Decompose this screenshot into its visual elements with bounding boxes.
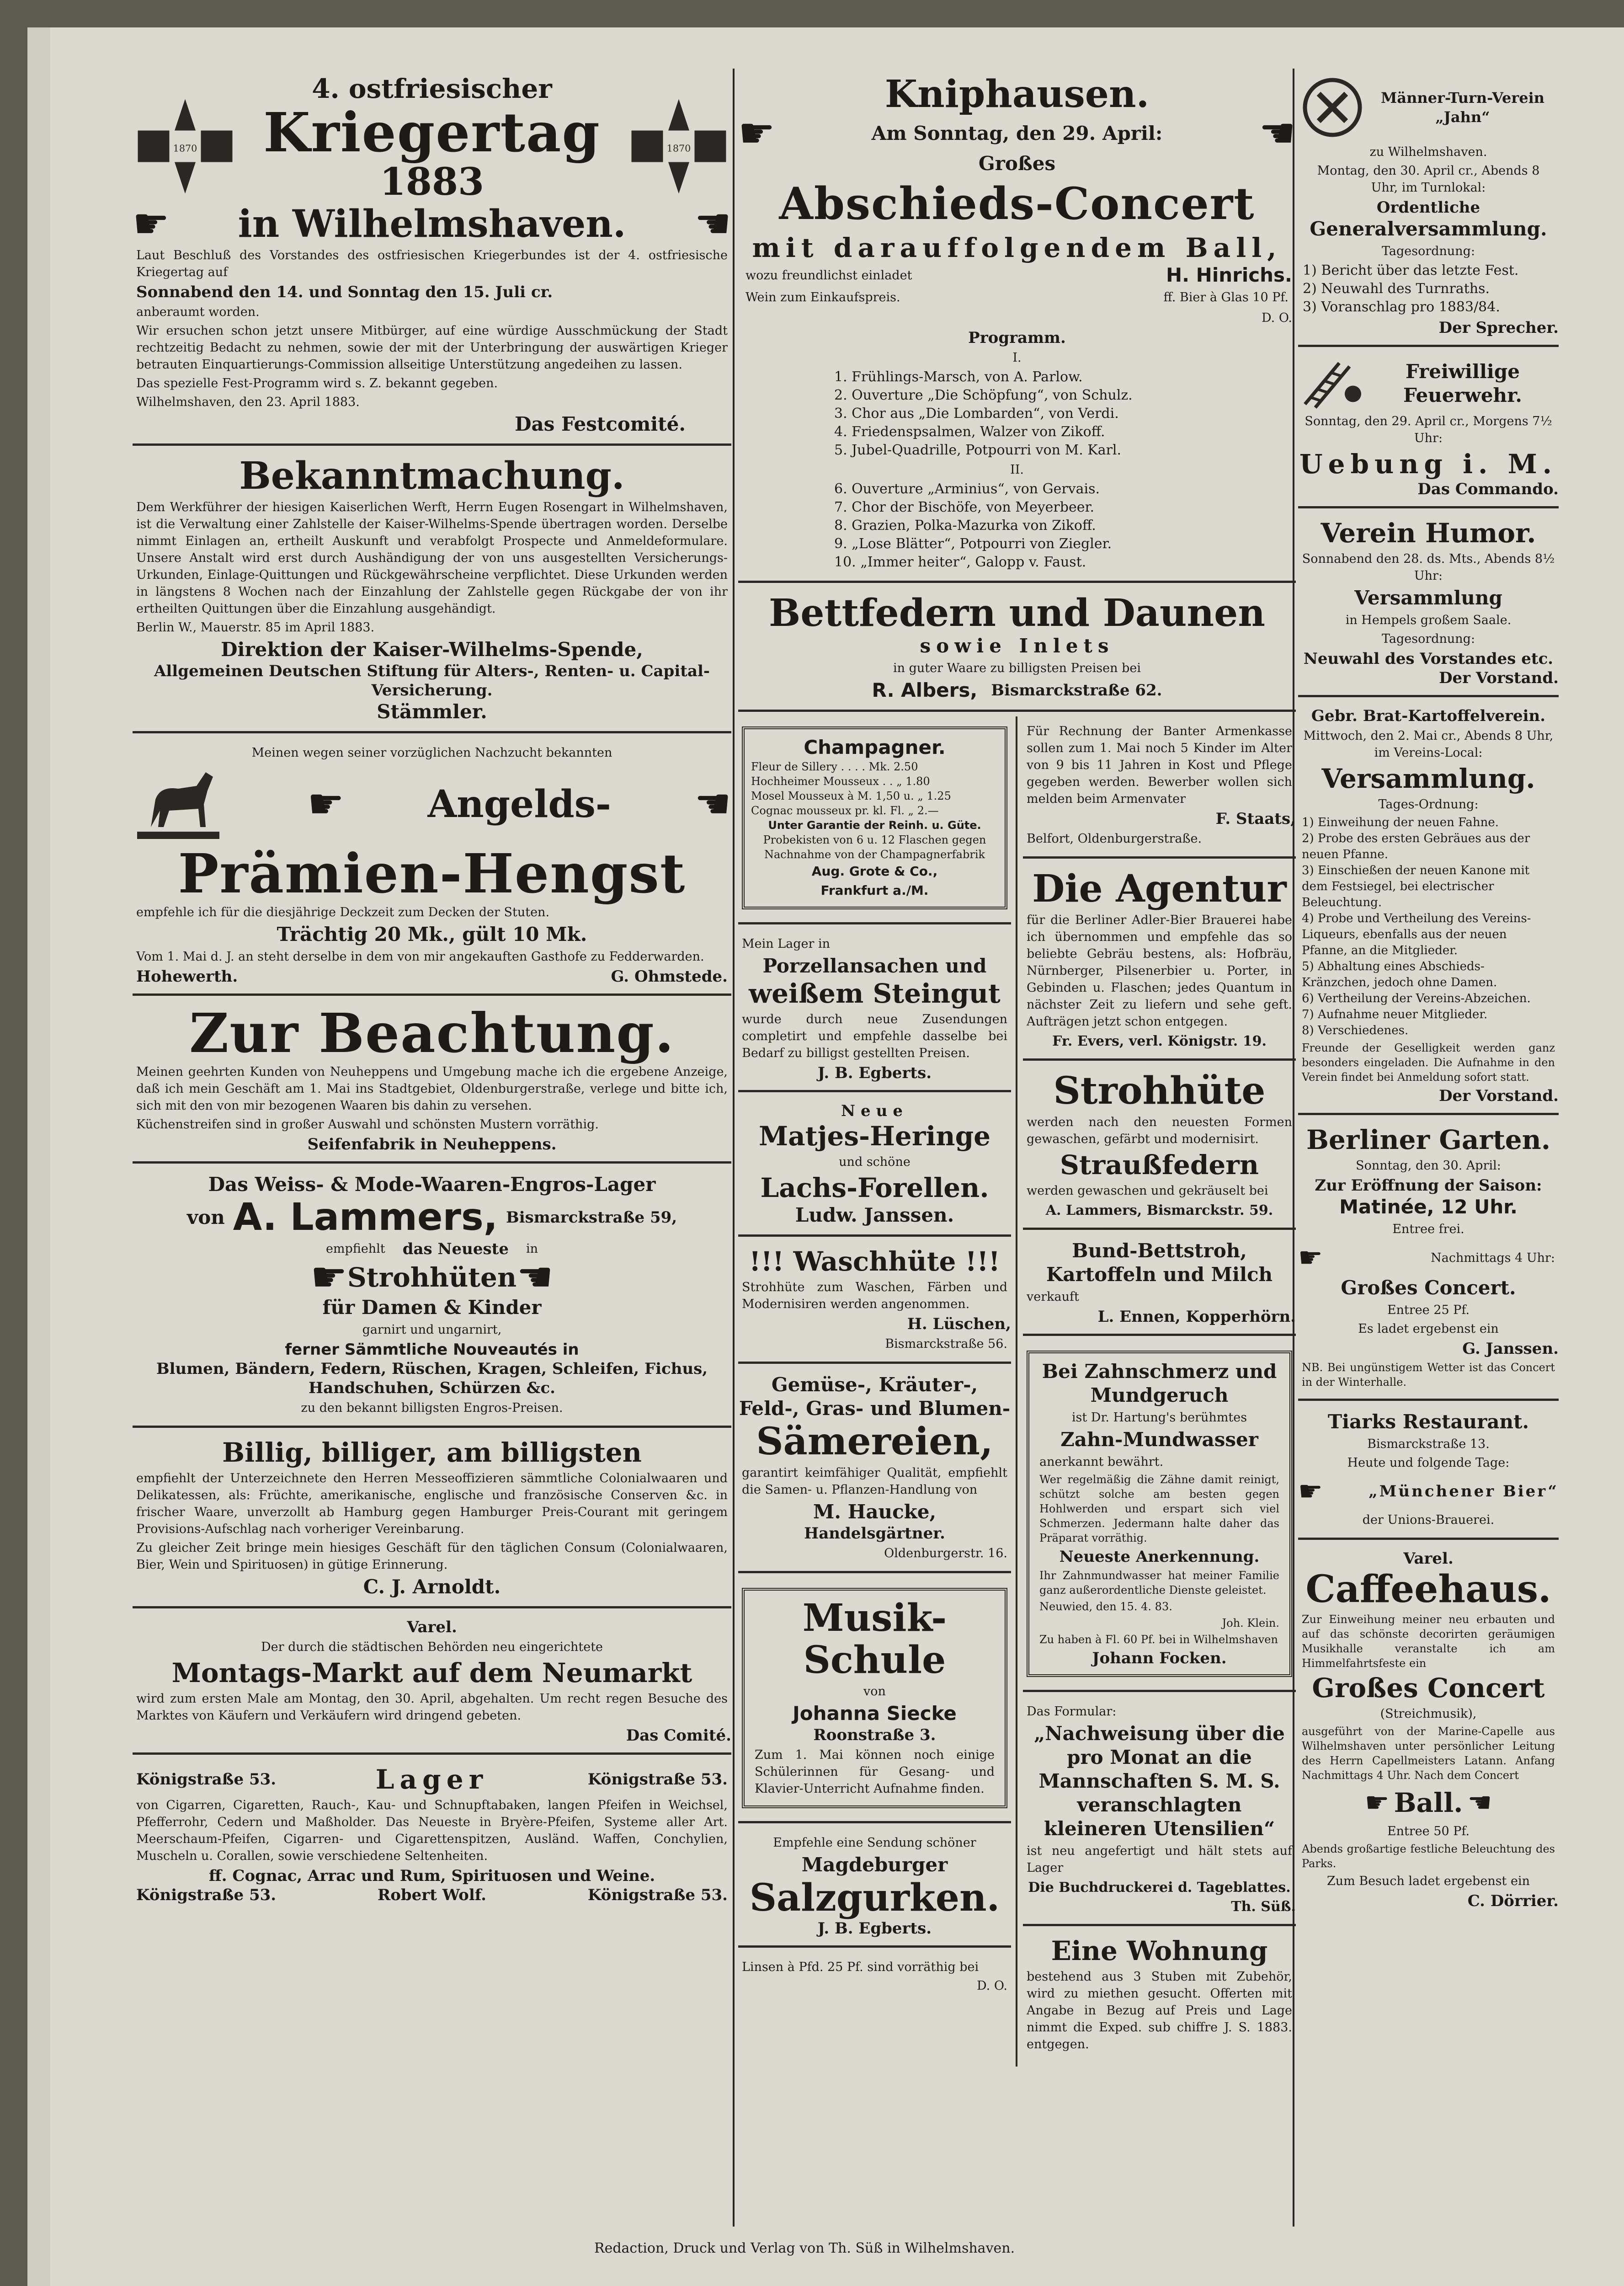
gemuese-role: Handelsgärtner. [804, 1524, 945, 1543]
lager-street: Königstraße 53. [587, 1886, 728, 1904]
kniphausen-invite: wozu freundlichst einladet [745, 268, 912, 283]
turnverein-title: Männer-Turn-Verein „Jahn“ [1381, 89, 1544, 126]
salzgurken-title-2: Salzgurken. [749, 1876, 1000, 1920]
lammers-line-4: für Damen & Kinder [322, 1296, 542, 1319]
gemuese-body: garantirt keimfähiger Qualität, empfiehlt die Samen- u. Pflanzen-Handlung von [742, 1466, 1007, 1497]
porzellan-title-1: Porzellansachen und [762, 955, 987, 977]
ad-armenkasse [1023, 716, 1296, 859]
formular-title: „Nachweisung über die pro Monat an die Mannschaften S. M. S. veranschlagten kleineren Utensilien“ [1034, 1722, 1285, 1840]
pointing-hand-right-icon: ☛ [1364, 1787, 1390, 1819]
ad-porzellan [738, 929, 1011, 1092]
agentur-sign: Fr. Evers, verl. Königstr. 19. [1052, 1033, 1267, 1049]
matjes-sign: Ludw. Janssen. [795, 1204, 954, 1226]
berliner-title-2: Matinée, 12 Uhr. [1339, 1196, 1518, 1218]
kriegertag-sign: Das Festcomité. [515, 413, 686, 435]
agenda-item: 6) Vertheilung der Vereins-Abzeichen. [1302, 992, 1531, 1005]
tiarks-title: Tiarks Restaurant. [1327, 1410, 1529, 1433]
musik-box [742, 1588, 1007, 1808]
caffee-sub: (Streichmusik), [1380, 1707, 1477, 1721]
hengst-body: empfehle ich für die diesjährige Deckzeit zum Decken der Stuten. [136, 905, 550, 919]
lager-street: Königstraße 53. [136, 1770, 277, 1789]
lammers-neueste: das Neueste [402, 1239, 509, 1258]
caffee-invite: Zum Besuch ladet ergebenst ein [1326, 1874, 1530, 1888]
ad-champagner [738, 716, 1011, 924]
matjes-title-2: Lachs-Forellen. [760, 1172, 989, 1203]
beachtung-sign: Seifenfabrik in Neuheppens. [307, 1135, 557, 1154]
ad-montagsmarkt [133, 1613, 731, 1755]
berliner-invite: Es ladet ergebenst ein [1358, 1322, 1499, 1336]
agenda-item: 7) Aufnahme neuer Mitglieder. [1302, 1008, 1488, 1021]
program-item: 2. Ouverture „Die Schöpfung“, von Schulz. [834, 387, 1133, 403]
svg-text:1870: 1870 [173, 143, 197, 154]
zahn-product: Zahn-Mundwasser [1060, 1428, 1258, 1451]
ad-agentur [1023, 863, 1296, 1061]
montag-body: wird zum ersten Male am Montag, den 30. April, abgehalten. Um recht regen Besuche des Marktes von Käufern und Verkäufern wird dringend gebeten. [136, 1692, 728, 1723]
matjes-mid: und schöne [839, 1155, 911, 1169]
champagner-title: Champagner. [804, 736, 946, 758]
ad-tiarks [1298, 1405, 1559, 1540]
champagner-guarantee: Unter Garantie der Reinh. u. Güte. [768, 819, 981, 832]
lammers-line-8: zu den bekannt billigsten Engros-Preisen. [301, 1401, 563, 1415]
kniphausen-title: Kniphausen. [884, 72, 1150, 116]
caffee-title-2: Großes Concert [1312, 1672, 1545, 1704]
porzellan-body: wurde durch neue Zusendungen completirt und empfehle dasselbe bei Bedarf zu billigst gestellten Preisen. [742, 1012, 1007, 1060]
program-item: 4. Friedenspsalmen, Walzer von Zikoff. [834, 424, 1105, 440]
kniphausen-part-1: I. [1012, 351, 1022, 365]
ad-caffeehaus [1298, 1544, 1559, 1918]
ad-lager [133, 1759, 731, 1912]
ad-arnoldt [133, 1432, 731, 1608]
turnverein-title-3: Generalversammlung. [1310, 218, 1547, 240]
strohhuete-title-2: Straußfedern [1060, 1149, 1259, 1180]
arnoldt-sign: C. J. Arnoldt. [363, 1576, 501, 1598]
svg-text:1870: 1870 [666, 143, 691, 154]
bekanntmachung-org-2: Allgemeinen Deutschen Stiftung für Alters-, Renten- u. Capital-Versicherung. [154, 662, 710, 700]
ad-kartoffelverein [1298, 702, 1559, 1115]
pointing-hand-left-icon: ☚ [694, 780, 731, 828]
turnverein-title-2: Ordentliche [1376, 198, 1480, 217]
pointing-hand-left-icon: ☚ [516, 1253, 554, 1301]
pointing-hand-right-icon: ☛ [307, 780, 345, 828]
program-item: 3. Chor aus „Die Lombarden“, von Verdi. [834, 406, 1119, 422]
berliner-entry: Entree frei. [1392, 1222, 1464, 1236]
musik-title: Musik-Schule [802, 1596, 947, 1682]
price-row: Fleur de Sillery . . . . Mk. 2.50 [751, 760, 918, 773]
champagner-city: Frankfurt a./M. [820, 883, 929, 898]
kriegertag-body-2: anberaumt worden. [136, 305, 260, 319]
lammers-line-5: garnirt und ungarnirt, [362, 1323, 502, 1337]
lager-body-2: ff. Cognac, Arrac und Rum, Spirituosen und Weine. [208, 1867, 655, 1885]
agenda-item: 4) Probe und Vertheilung des Vereins-Liqueurs, ebenfalls aus der neuen Pfanne, an die Mitglieder. [1302, 912, 1531, 957]
ad-turnverein [1298, 69, 1559, 347]
feuerwehr-date: Sonntag, den 29. April cr., Morgens 7½ Uhr: [1305, 414, 1552, 445]
ad-lammers [133, 1168, 731, 1428]
montag-place: Varel. [407, 1618, 457, 1636]
ad-formular [1023, 1697, 1296, 1926]
kniphausen-title-2: Abschieds-Concert [779, 178, 1255, 230]
berliner-title-3: Großes Concert. [1341, 1277, 1516, 1299]
agenda-item: 2) Probe des ersten Gebräues aus der neuen Pfanne. [1302, 832, 1530, 861]
salzgurken-intro: Empfehle eine Sendung schöner [773, 1836, 976, 1850]
zahn-box [1027, 1351, 1292, 1677]
kartoffel-agenda: Tages-Ordnung: [1378, 797, 1479, 812]
bettfedern-name: R. Albers, [872, 679, 978, 701]
feuerwehr-title: Freiwillige Feuerwehr. [1403, 360, 1522, 406]
agentur-body: für die Berliner Adler-Bier Brauerei habe ich übernommen und empfehle das so beliebte Gebräu bestens, als: Hofbräu, Nürnberger, Pilsenerbier u. Porter, in Gebinden u. Flaschen; jedes Quantum in nächster Zeit zu liefern und sehe geft. Aufträgen jetzt schon entgegen. [1027, 913, 1292, 1029]
pointing-hand-left-icon: ☚ [1259, 109, 1296, 157]
column-left [133, 69, 731, 1917]
turnverein-place: zu Wilhelmshaven. [1369, 145, 1487, 159]
kriegertag-body-5: Wilhelmshaven, den 23. April 1883. [136, 395, 360, 409]
armen-addr: Belfort, Oldenburgerstraße. [1027, 832, 1202, 846]
champagner-prices [751, 759, 998, 818]
pointing-hand-right-icon: ☛ [310, 1253, 347, 1301]
lammers-line-1: Das Weiss- & Mode-Waaren-Engros-Lager [208, 1173, 656, 1196]
matjes-title: Matjes-Heringe [758, 1121, 991, 1152]
tiarks-addr: Bismarckstraße 13. [1367, 1437, 1490, 1451]
ad-feuerwehr [1298, 352, 1559, 508]
berliner-date: Sonntag, den 30. April: [1356, 1159, 1501, 1173]
montag-title: Montags-Markt auf dem Neumarkt [171, 1657, 692, 1688]
montag-intro: Der durch die städtischen Behörden neu eingerichtete [261, 1640, 603, 1654]
bettfedern-body: in guter Waare zu billigsten Preisen bei [893, 661, 1141, 675]
turnverein-agenda: Tagesordnung: [1381, 244, 1475, 258]
caffee-title: Caffeehaus. [1305, 1567, 1551, 1611]
price-row: Cognac mousseux pr. kl. Fl. „ 2.— [751, 804, 939, 817]
pointing-hand-right-icon: ☛ [1298, 1242, 1323, 1274]
strohhuete-sign: A. Lammers, Bismarckstr. 59. [1045, 1202, 1273, 1218]
hengst-sign: G. Ohmstede. [611, 967, 728, 986]
humor-title: Verein Humor. [1320, 518, 1536, 549]
lager-sign: Robert Wolf. [377, 1886, 487, 1904]
ad-waschhuete [738, 1241, 1011, 1364]
caffee-entry: Entree 50 Pf. [1387, 1824, 1470, 1838]
kriegertag-body-4: Das spezielle Fest-Programm wird s. Z. bekannt gegeben. [136, 376, 498, 390]
lammers-name: A. Lammers, [233, 1196, 498, 1239]
agentur-title: Die Agentur [1032, 867, 1287, 911]
bekanntmachung-body: Dem Werkführer der hiesigen Kaiserlichen Werft, Herrn Eugen Rosengart in Wilhelmshaven, ist die Verwaltung einer Zahlstelle der Kaiser-Wilhelms-Spende übertragen worden. Derselbe nimmt Einlagen an, ertheilt Auskunft und verabfolgt Prospecte und Anmeldeformulare. Unsere Anstalt wird erst durch Aushändigung der von uns ausgestellten Versicherungs-Urkunden, Einlage-Quittungen und Rückgewährscheine verpflichtet. Diese Urkunden werden in längstens 8 Wochen nach der Einzahlung der Zahlstelle gegen Rückgabe der von ihr ertheilten Quittungen über die Einzahlung ausgehändigt. [136, 500, 728, 616]
gemuese-title-2: Sämereien, [756, 1420, 993, 1463]
agenda-item: 1) Einweihung der neuen Fahne. [1302, 816, 1499, 829]
bund-sign: L. Ennen, Kopperhörn. [1097, 1308, 1296, 1326]
turnverein-list [1303, 262, 1545, 316]
ad-humor [1298, 513, 1559, 697]
kriegertag-year: 1883 [379, 160, 485, 204]
feuerwehr-title-2: Uebung i. M. [1299, 449, 1557, 480]
musik-von: von [863, 1684, 886, 1698]
kniphausen-sub: mit darauffolgendem Ball, [752, 232, 1282, 263]
lammers-product: Strohhüten [347, 1262, 517, 1293]
strohhuete-body: werden nach den neuesten Formen gewaschen, gefärbt und modernisirt. [1027, 1115, 1292, 1146]
armen-name: F. Staats, [1215, 810, 1296, 828]
bund-title: Bund-Bettstroh, Kartoffeln und Milch [1046, 1239, 1273, 1286]
waschhuete-body: Strohhüte zum Waschen, Färben und Modernisiren werden angenommen. [742, 1280, 1007, 1311]
program-item: 5. Jubel-Quadrille, Potpourri von M. Karl. [834, 442, 1122, 458]
kartoffel-title-2: Versammlung. [1321, 763, 1535, 794]
zahn-ack: Neueste Anerkennung. [1059, 1548, 1260, 1566]
program-item: 8. Grazien, Polka-Mazurka von Zikoff. [834, 518, 1096, 534]
zahn-body: Wer regelmäßig die Zähne damit reinigt, schützt solche am besten gegen Hohlwerden und erspart sich viel Schmerzen. Jedermann halte daher das Präparat vorräthig. [1039, 1473, 1279, 1544]
page-edge [27, 27, 43, 2286]
wohnung-body: bestehend aus 3 Stuben mit Zubehör, wird zu miethen gesucht. Offerten mit Angabe in Bezug auf Preis und Lage nimmt die Exped. sub chiffre J. S. 1883. entgegen. [1027, 1970, 1292, 2051]
berliner-title: Berliner Garten. [1306, 1124, 1551, 1155]
caffee-body-3: Abends großartige festliche Beleuchtung des Parks. [1302, 1843, 1555, 1870]
kniphausen-part-2: II. [1010, 463, 1024, 477]
ad-matjes [738, 1097, 1011, 1237]
strohhuete-title: Strohhüte [1053, 1069, 1266, 1113]
kniphausen-programm: Programm. [968, 329, 1066, 347]
humor-place: in Hempels großem Saale. [1345, 613, 1512, 627]
pointing-hand-right-icon: ☛ [133, 200, 170, 248]
zahn-name: Joh. Klein. [1222, 1617, 1279, 1629]
bekanntmachung-place: Berlin W., Mauerstr. 85 im April 1883. [136, 620, 375, 635]
middle-subcolumn-right [1023, 716, 1296, 2067]
kniphausen-host: H. Hinrichs. [1166, 264, 1292, 286]
turnverein-date: Montag, den 30. April cr., Abends 8 Uhr, im Turnlokal: [1317, 164, 1540, 195]
caffee-body-2: ausgeführt von der Marine-Capelle aus Wilhelmshaven unter persönlicher Leitung des Herrn Capellmeisters Latann. Anfang Nachmittags 4 Uhr. Nach dem Concert [1302, 1725, 1555, 1782]
bettfedern-title: Bettfedern und Daunen [769, 591, 1265, 635]
caffee-title-3: Ball. [1394, 1787, 1463, 1818]
arnoldt-body: empfiehlt der Unterzeichnete den Herren Messeoffizieren sämmtliche Colonialwaaren und Delikatessen, als: Früchte, amerikanische, englische und französische Conserven &c. in frischer Waare, unverzollt ab Hamburg gegen Hamburger Preis-Courant mit geringem Provisions-Aufschlag nach vorheriger Vereinbarung. [136, 1471, 728, 1536]
arnoldt-title: Billig, billiger, am billigsten [222, 1437, 642, 1468]
zahn-price: Zu haben à Fl. 60 Pf. bei in Wilhelmshaven [1039, 1633, 1278, 1646]
montag-sign: Das Comité. [626, 1726, 731, 1745]
salzgurken-sign: J. B. Egberts. [817, 1919, 932, 1938]
kniphausen-beer: ff. Bier à Glas 10 Pf. [1163, 290, 1289, 304]
program-item: 10. „Immer heiter“, Galopp v. Faust. [834, 554, 1086, 570]
tiarks-brew: der Unions-Brauerei. [1362, 1513, 1495, 1527]
humor-title-3: Neuwahl des Vorstandes etc. [1303, 650, 1554, 668]
program-item: 1. Frühlings-Marsch, von A. Parlow. [834, 369, 1083, 385]
ad-linsen [738, 1952, 1011, 2003]
beachtung-body-2: Küchenstreifen sind in großer Auswahl und schönsten Mustern vorräthig. [136, 1117, 599, 1132]
zahn-seller: Johann Focken. [1092, 1649, 1227, 1667]
zahn-title: Bei Zahnschmerz und Mundgeruch [1042, 1360, 1277, 1406]
zahn-sub: ist Dr. Hartung's berühmtes [1071, 1410, 1247, 1425]
kartoffel-date: Mittwoch, den 2. Mai cr., Abends 8 Uhr, im Vereins-Local: [1303, 729, 1554, 760]
hengst-title-1: Angelds- [427, 782, 611, 826]
humor-agenda: Tagesordnung: [1381, 632, 1475, 646]
kniphausen-list-1 [834, 368, 1282, 459]
kriegertag-body: Laut Beschluß des Vorstandes des ostfriesischen Kriegerbundes ist der 4. ostfriesische Kriegertag auf [136, 248, 728, 279]
tiarks-body: Heute und folgende Tage: [1347, 1456, 1510, 1470]
lammers-empfiehlt: empfiehlt [325, 1242, 385, 1256]
turnverein-emblem-icon [1298, 73, 1367, 142]
kartoffel-body: Freunde der Geselligkeit werden ganz besonders eingeladen. Die Aufnahme in den Verein findet bei Anmeldung sofort statt. [1302, 1042, 1555, 1084]
berliner-time: Nachmittags 4 Uhr: [1431, 1250, 1555, 1265]
caffee-body: Zur Einweihung meiner neu erbauten und auf das schönste decorirten geräumigen Musikhalle veranstalte ich am Himmelfahrtsfeste ein [1302, 1613, 1555, 1670]
kriegertag-place: in Wilhelmshaven. [238, 202, 626, 246]
bekanntmachung-org: Direktion der Kaiser-Wilhelms-Spende, [221, 638, 643, 661]
humor-date: Sonnabend den 28. ds. Mts., Abends 8½ Uhr: [1302, 552, 1555, 583]
lammers-addr: Bismarckstraße 59, [506, 1208, 677, 1227]
formular-intro: Das Formular: [1027, 1704, 1117, 1719]
ad-kriegertag [133, 69, 731, 446]
lammers-in: in [526, 1242, 538, 1256]
hengst-intro: Meinen wegen seiner vorzüglichen Nachzucht bekannten [251, 746, 612, 760]
agenda-item: 5) Abhaltung eines Abschieds-Kränzchen, jedoch ohne Damen. [1302, 960, 1497, 989]
gemuese-sign: M. Haucke, [813, 1501, 937, 1523]
porzellan-title-2: weißem Steingut [749, 978, 1001, 1009]
lager-body: von Cigarren, Cigaretten, Rauch-, Kau- und Schnupftabaken, langen Pfeifen in Weichsel, Pfefferrohr, Cedern und Maßholder. Das Neueste in Bryère-Pfeifen, Systeme aller Art. Meerschaum-Pfeifen, Cigarren- und Cigarettenspitzen, Ausländ. Waffen, Conchylien, Muscheln u. Corallen, sowie verschiedene Seltenheiten. [136, 1798, 728, 1863]
pointing-hand-right-icon: ☛ [1298, 1475, 1323, 1507]
ad-musikschule [738, 1578, 1011, 1823]
pointing-hand-left-icon: ☚ [1467, 1787, 1492, 1819]
porzellan-sign: J. B. Egberts. [817, 1064, 932, 1082]
middle-subcolumn-left [738, 716, 1017, 2067]
fire-ladder-icon [1298, 356, 1367, 411]
champagner-box [742, 726, 1007, 909]
champagner-note: Probekisten von 6 u. 12 Flaschen gegen Nachnahme von der Champagnerfabrik [763, 833, 986, 861]
armen-body: Für Rechnung der Banter Armenkasse sollen zum 1. Mai noch 5 Kinder im Alter von 9 bis 11 Jahren in Kost und Pflege gegeben werden. Bewerber wollen sich melden beim Armenvater [1027, 724, 1292, 806]
kriegertag-title-2: Kriegertag [263, 101, 601, 164]
agenda-item: 2) Neuwahl des Turnraths. [1303, 281, 1490, 297]
caffee-place: Varel. [1403, 1549, 1454, 1568]
zahn-sub-2: anerkannt bewährt. [1039, 1455, 1164, 1469]
imprint-footer: Redaction, Druck und Verlag von Th. Süß in Wilhelmshaven. [594, 2240, 1015, 2256]
waschhuete-title: !!! Waschhüte !!! [749, 1246, 1000, 1277]
ad-strohhuete [1023, 1065, 1296, 1230]
hengst-place: Hohewerth. [136, 967, 238, 986]
musik-addr: Roonstraße 3. [813, 1726, 936, 1744]
agenda-item: 1) Bericht über das letzte Fest. [1303, 262, 1519, 278]
humor-sign: Der Vorstand. [1439, 669, 1559, 687]
iron-cross-icon [133, 77, 238, 199]
kniphausen-date: Am Sonntag, den 29. April: [871, 122, 1163, 144]
lager-title: Lager [375, 1764, 489, 1795]
program-item: 9. „Lose Blätter“, Potpourri von Ziegler. [834, 536, 1112, 552]
kriegertag-body-3: Wir ersuchen schon jetzt unsere Mitbürger, auf eine würdige Ausschmückung der Stadt rechtzeitig Bedacht zu nehmen, sowie der mit der Unterbringung der auswärtigen Krieger betrauten Einquartierungs-Commission allseitige Unterstützung angedeihen zu lassen. [136, 324, 728, 372]
musik-name: Johanna Siecke [793, 1702, 957, 1725]
zahn-place: Neuwied, den 15. 4. 83. [1039, 1600, 1172, 1613]
ad-berliner-garten [1298, 1120, 1559, 1401]
bettfedern-sub: sowie Inlets [920, 635, 1114, 657]
middle-two-column-block [738, 716, 1296, 2067]
kartoffel-title: Gebr. Brat-Kartoffelverein. [1311, 707, 1546, 725]
lager-street: Königstraße 53. [136, 1886, 277, 1904]
kriegertag-title-1: 4. ostfriesischer [312, 73, 552, 104]
wohnung-title: Eine Wohnung [1051, 1935, 1268, 1966]
ad-hengst [133, 738, 731, 996]
ad-bekanntmachung [133, 450, 731, 733]
pointing-hand-left-icon: ☚ [694, 200, 731, 248]
ad-kniphausen [738, 69, 1296, 583]
humor-title-2: Versammlung [1354, 587, 1502, 609]
ad-wohnung [1023, 1931, 1296, 2062]
arnoldt-body-2: Zu gleicher Zeit bringe mein hiesiges Geschäft für den täglichen Consum (Colonialwaaren, Bier, Wein und Spirituosen) in gütige Erinnerung. [136, 1541, 728, 1572]
matjes-pre: Neue [841, 1102, 909, 1120]
formular-body: ist neu angefertigt und hält stets auf Lager [1027, 1844, 1292, 1875]
feuerwehr-sign: Das Commando. [1417, 480, 1559, 498]
program-item: 7. Chor der Bischöfe, von Meyerbeer. [834, 499, 1095, 515]
caffee-sign: C. Dörrier. [1467, 1892, 1559, 1910]
champagner-firm: Aug. Grote & Co., [811, 864, 938, 879]
linsen-sign: D. O. [977, 1979, 1007, 1993]
hengst-body-2: Vom 1. Mai d. J. an steht derselbe in dem von mir angekauften Gasthofe zu Fedderwarden. [136, 950, 704, 964]
ad-gemuese [738, 1368, 1011, 1573]
waschhuete-sign: H. Lüschen, [907, 1315, 1011, 1333]
kniphausen-list-2 [834, 480, 1282, 572]
kniphausen-pre: Großes [978, 152, 1056, 175]
column-right [1298, 69, 1559, 1923]
column-rule [733, 69, 735, 2227]
beachtung-title: Zur Beachtung. [189, 1001, 675, 1065]
hengst-price: Trächtig 20 Mk., gült 10 Mk. [277, 923, 587, 945]
kartoffel-sign: Der Vorstand. [1439, 1087, 1559, 1105]
lammers-line-7: Blumen, Bändern, Federn, Rüschen, Kragen, Schleifen, Fichus, Handschuhen, Schürzen &c. [156, 1360, 708, 1397]
gemuese-addr: Oldenburgerstr. 16. [884, 1546, 1007, 1560]
musik-body: Zum 1. Mai können noch einige Schülerinnen für Gesang- und Klavier-Unterricht Aufnahme finden. [755, 1748, 995, 1796]
formular-sign: Die Buchdruckerei d. Tageblattes. [1028, 1880, 1291, 1896]
tiarks-beer: „Münchener Bier“ [1368, 1482, 1559, 1501]
ad-bund [1023, 1234, 1296, 1336]
agenda-item: 3) Einschießen der neuen Kanone mit dem Festsiegel, bei electrischer Beleuchtung. [1302, 864, 1530, 909]
pointing-hand-right-icon: ☛ [738, 109, 775, 157]
hengst-title-2: Prämien-Hengst [178, 842, 686, 905]
formular-name: Th. Süß. [1231, 1899, 1296, 1915]
zahn-body-2: Ihr Zahnmundwasser hat meiner Familie ganz außerordentliche Dienste geleistet. [1039, 1569, 1279, 1597]
agenda-item: 8) Verschiedenes. [1302, 1024, 1409, 1037]
iron-cross-icon [626, 77, 731, 199]
kniphausen-sign: D. O. [1262, 311, 1292, 325]
program-item: 6. Ouverture „Arminius“, von Gervais. [834, 481, 1100, 497]
berliner-sub: Zur Eröffnung der Saison: [1315, 1176, 1542, 1195]
lammers-line-6: ferner Sämmtliche Nouveautés in [285, 1341, 579, 1359]
salzgurken-title-1: Magdeburger [801, 1853, 948, 1876]
berliner-entry-2: Entree 25 Pf. [1387, 1303, 1470, 1317]
ad-salzgurken [738, 1828, 1011, 1948]
kartoffel-list [1302, 815, 1545, 1039]
linsen-body: Linsen à Pfd. 25 Pf. sind vorräthig bei [742, 1960, 979, 1974]
horse-icon [133, 763, 224, 845]
turnverein-sign: Der Sprecher. [1438, 319, 1559, 337]
column-middle [738, 69, 1296, 2067]
agenda-item: 3) Voranschlag pro 1883/84. [1303, 299, 1500, 315]
bettfedern-addr: Bismarckstraße 62. [991, 681, 1162, 700]
gemuese-title: Gemüse-, Kräuter-, Feld-, Gras- und Blumen- [739, 1373, 1011, 1420]
price-row: Mosel Mousseux à M. 1,50 u. „ 1.25 [751, 790, 951, 802]
berliner-sign: G. Janssen. [1462, 1340, 1559, 1358]
strohhuete-body-2: werden gewaschen und gekräuselt bei [1027, 1184, 1268, 1198]
lammers-von: von [186, 1206, 225, 1228]
ad-bettfedern [738, 588, 1296, 712]
porzellan-intro: Mein Lager in [742, 937, 831, 951]
lager-street: Königstraße 53. [587, 1770, 728, 1789]
ad-zahn [1023, 1341, 1296, 1692]
bekanntmachung-sign: Stämmler. [377, 700, 487, 723]
beachtung-body: Meinen geehrten Kunden von Neuheppens und Umgebung mache ich die ergebene Anzeige, daß ich mein Geschäft am 1. Mai ins Stadtgebiet, Oldenburgerstraße, verlege und bitte ich, sich mit den von mir bezogenen Waaren bis dahin zu versehen. [136, 1065, 728, 1113]
bekanntmachung-title: Bekanntmachung. [239, 454, 625, 498]
kniphausen-wine: Wein zum Einkaufspreis. [745, 290, 900, 304]
kriegertag-dates: Sonnabend den 14. und Sonntag den 15. Juli cr. [136, 283, 553, 301]
berliner-nb: NB. Bei ungünstigem Wetter ist das Concert in der Winterhalle. [1302, 1361, 1555, 1389]
bund-sub: verkauft [1027, 1290, 1079, 1304]
waschhuete-addr: Bismarckstraße 56. [885, 1337, 1007, 1351]
ad-beachtung [133, 1000, 731, 1164]
price-row: Hochheimer Mousseux . . „ 1.80 [751, 775, 930, 788]
